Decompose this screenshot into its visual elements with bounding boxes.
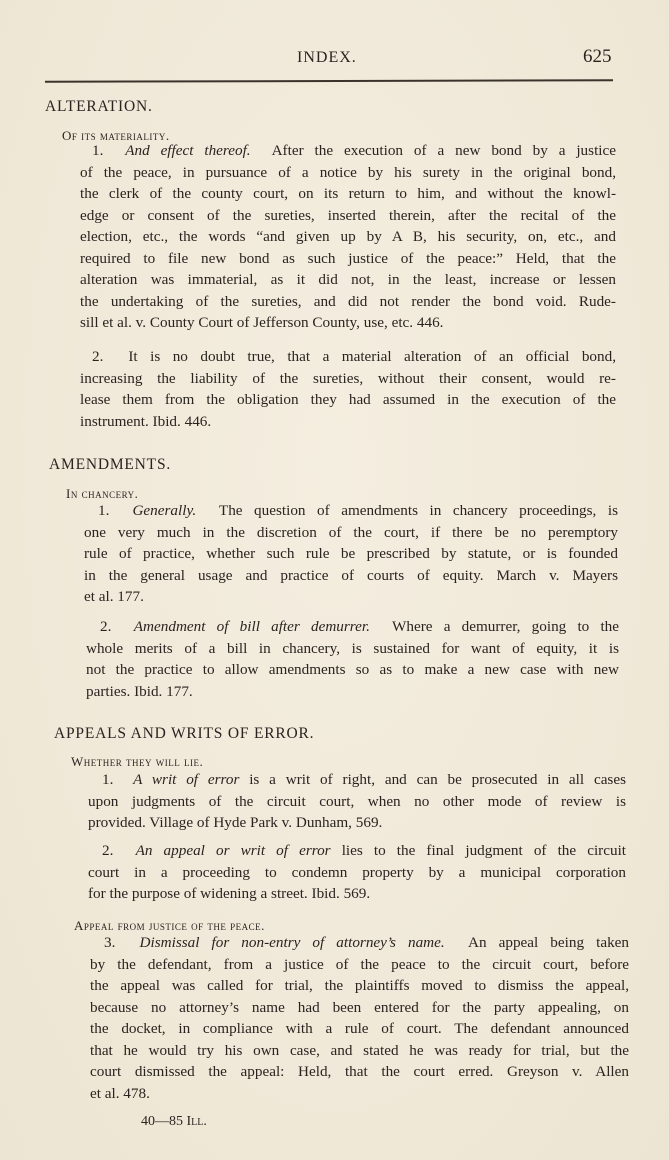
entry-topic: An appeal or writ of error (135, 842, 331, 859)
entry-appeals-2: 2. An appeal or writ of error lies to the final judgment of the circuit court in a proceeding to condemn property by a municipal corporation for the purpose of widening a street. Ibid. 569. (88, 842, 627, 902)
section-heading-amendments: AMENDMENTS. (49, 456, 172, 473)
section-heading-alteration: ALTERATION. (45, 98, 153, 115)
subheading-in-chancery: In chancery. (66, 486, 139, 501)
header-rule (45, 79, 613, 82)
entry-topic: Dismissal for non-entry of attorney’s name. (139, 934, 445, 951)
subheading-appeal-from-justice: Appeal from justice of the peace. (74, 918, 265, 933)
entry-number: 2. (102, 842, 114, 859)
entry-alteration-2: 2. It is no doubt true, that a material alteration of an official bond, increasing the liability of the sureties, without their consent, would re- lease them from the obligation they had assumed in the execution of the instrument. Ibid. 446. (80, 348, 616, 430)
entry-alteration-1: 1. And effect thereof. After the execution of a new bond by a justice of the peace, in pursuance of a notice by his surety in the original bond, the clerk of the county court, on its return to him, and without the knowl- edge or consent of the sureties, inserted therein, after the recital of the election, etc., the words “and given up by A B, his security, on, etc., and required to file new bond as such justice of the peace:” Held, that the alteration was immaterial, as it did not, in the least, increase or lessen the undertaking of the sureties, and did not render the bond void. Rude- sill et al. v. County Court of Jefferson County, use, etc. 446. (80, 142, 616, 331)
entry-number: 3. (104, 934, 116, 951)
entry-topic: Amendment of bill after demurrer. (133, 618, 370, 635)
entry-number: 1. (92, 142, 104, 159)
entry-appeals-3: 3. Dismissal for non-entry of attorney’s name. An appeal being taken by the defendant, from a justice of the peace to the circuit court, before the appeal was called for trial, the plaintiffs moved to dismiss the appeal, because no attorney’s name had been entered for the party appealing, on the docket, in compliance with a rule of court. The defendant announced that he would try his own case, and stated he was ready for trial, but the court dismissed the appeal: Held, that the court erred. Greyson v. Allen et al. 478. (90, 934, 630, 1102)
signature-mark: 40—85 Ill. (141, 1114, 207, 1129)
subheading-of-its-materiality: Of its materiality. (62, 128, 170, 143)
section-heading-appeals: APPEALS AND WRITS OF ERROR. (54, 725, 315, 742)
running-head-title: INDEX. (297, 49, 357, 66)
entry-topic: And effect thereof. (125, 142, 251, 159)
entry-number: 2. (92, 348, 104, 365)
page-number: 625 (583, 46, 612, 67)
entry-number: 2. (100, 618, 112, 635)
entry-number: 1. (102, 771, 114, 788)
entry-appeals-1: 1. A writ of error is a writ of right, and can be prosecuted in all cases upon judgments of the circuit court, when no other mode of review is provided. Village of Hyde Park v. Dunham, 569. (88, 771, 626, 831)
entry-number: 1. (98, 502, 110, 519)
entry-topic: A writ of error (133, 771, 240, 788)
entry-amendments-1: 1. Generally. The question of amendments in chancery proceedings, is one very much in the discretion of the court, if there be no peremptory rule of practice, whether such rule be prescribed by statute, or is founded in the general usage and practice of courts of equity. March v. Mayers et al. 177. (84, 502, 619, 605)
subheading-whether-they-will-lie: Whether they will lie. (71, 754, 204, 769)
entry-amendments-2: 2. Amendment of bill after demurrer. Where a demurrer, going to the whole merits of a bill in chancery, is sustained for want of equity, it is not the practice to allow amendments so as to make a new case with new parties. Ibid. 177. (86, 618, 620, 700)
entry-topic: Generally. (132, 502, 197, 519)
running-head (0, 46, 669, 70)
